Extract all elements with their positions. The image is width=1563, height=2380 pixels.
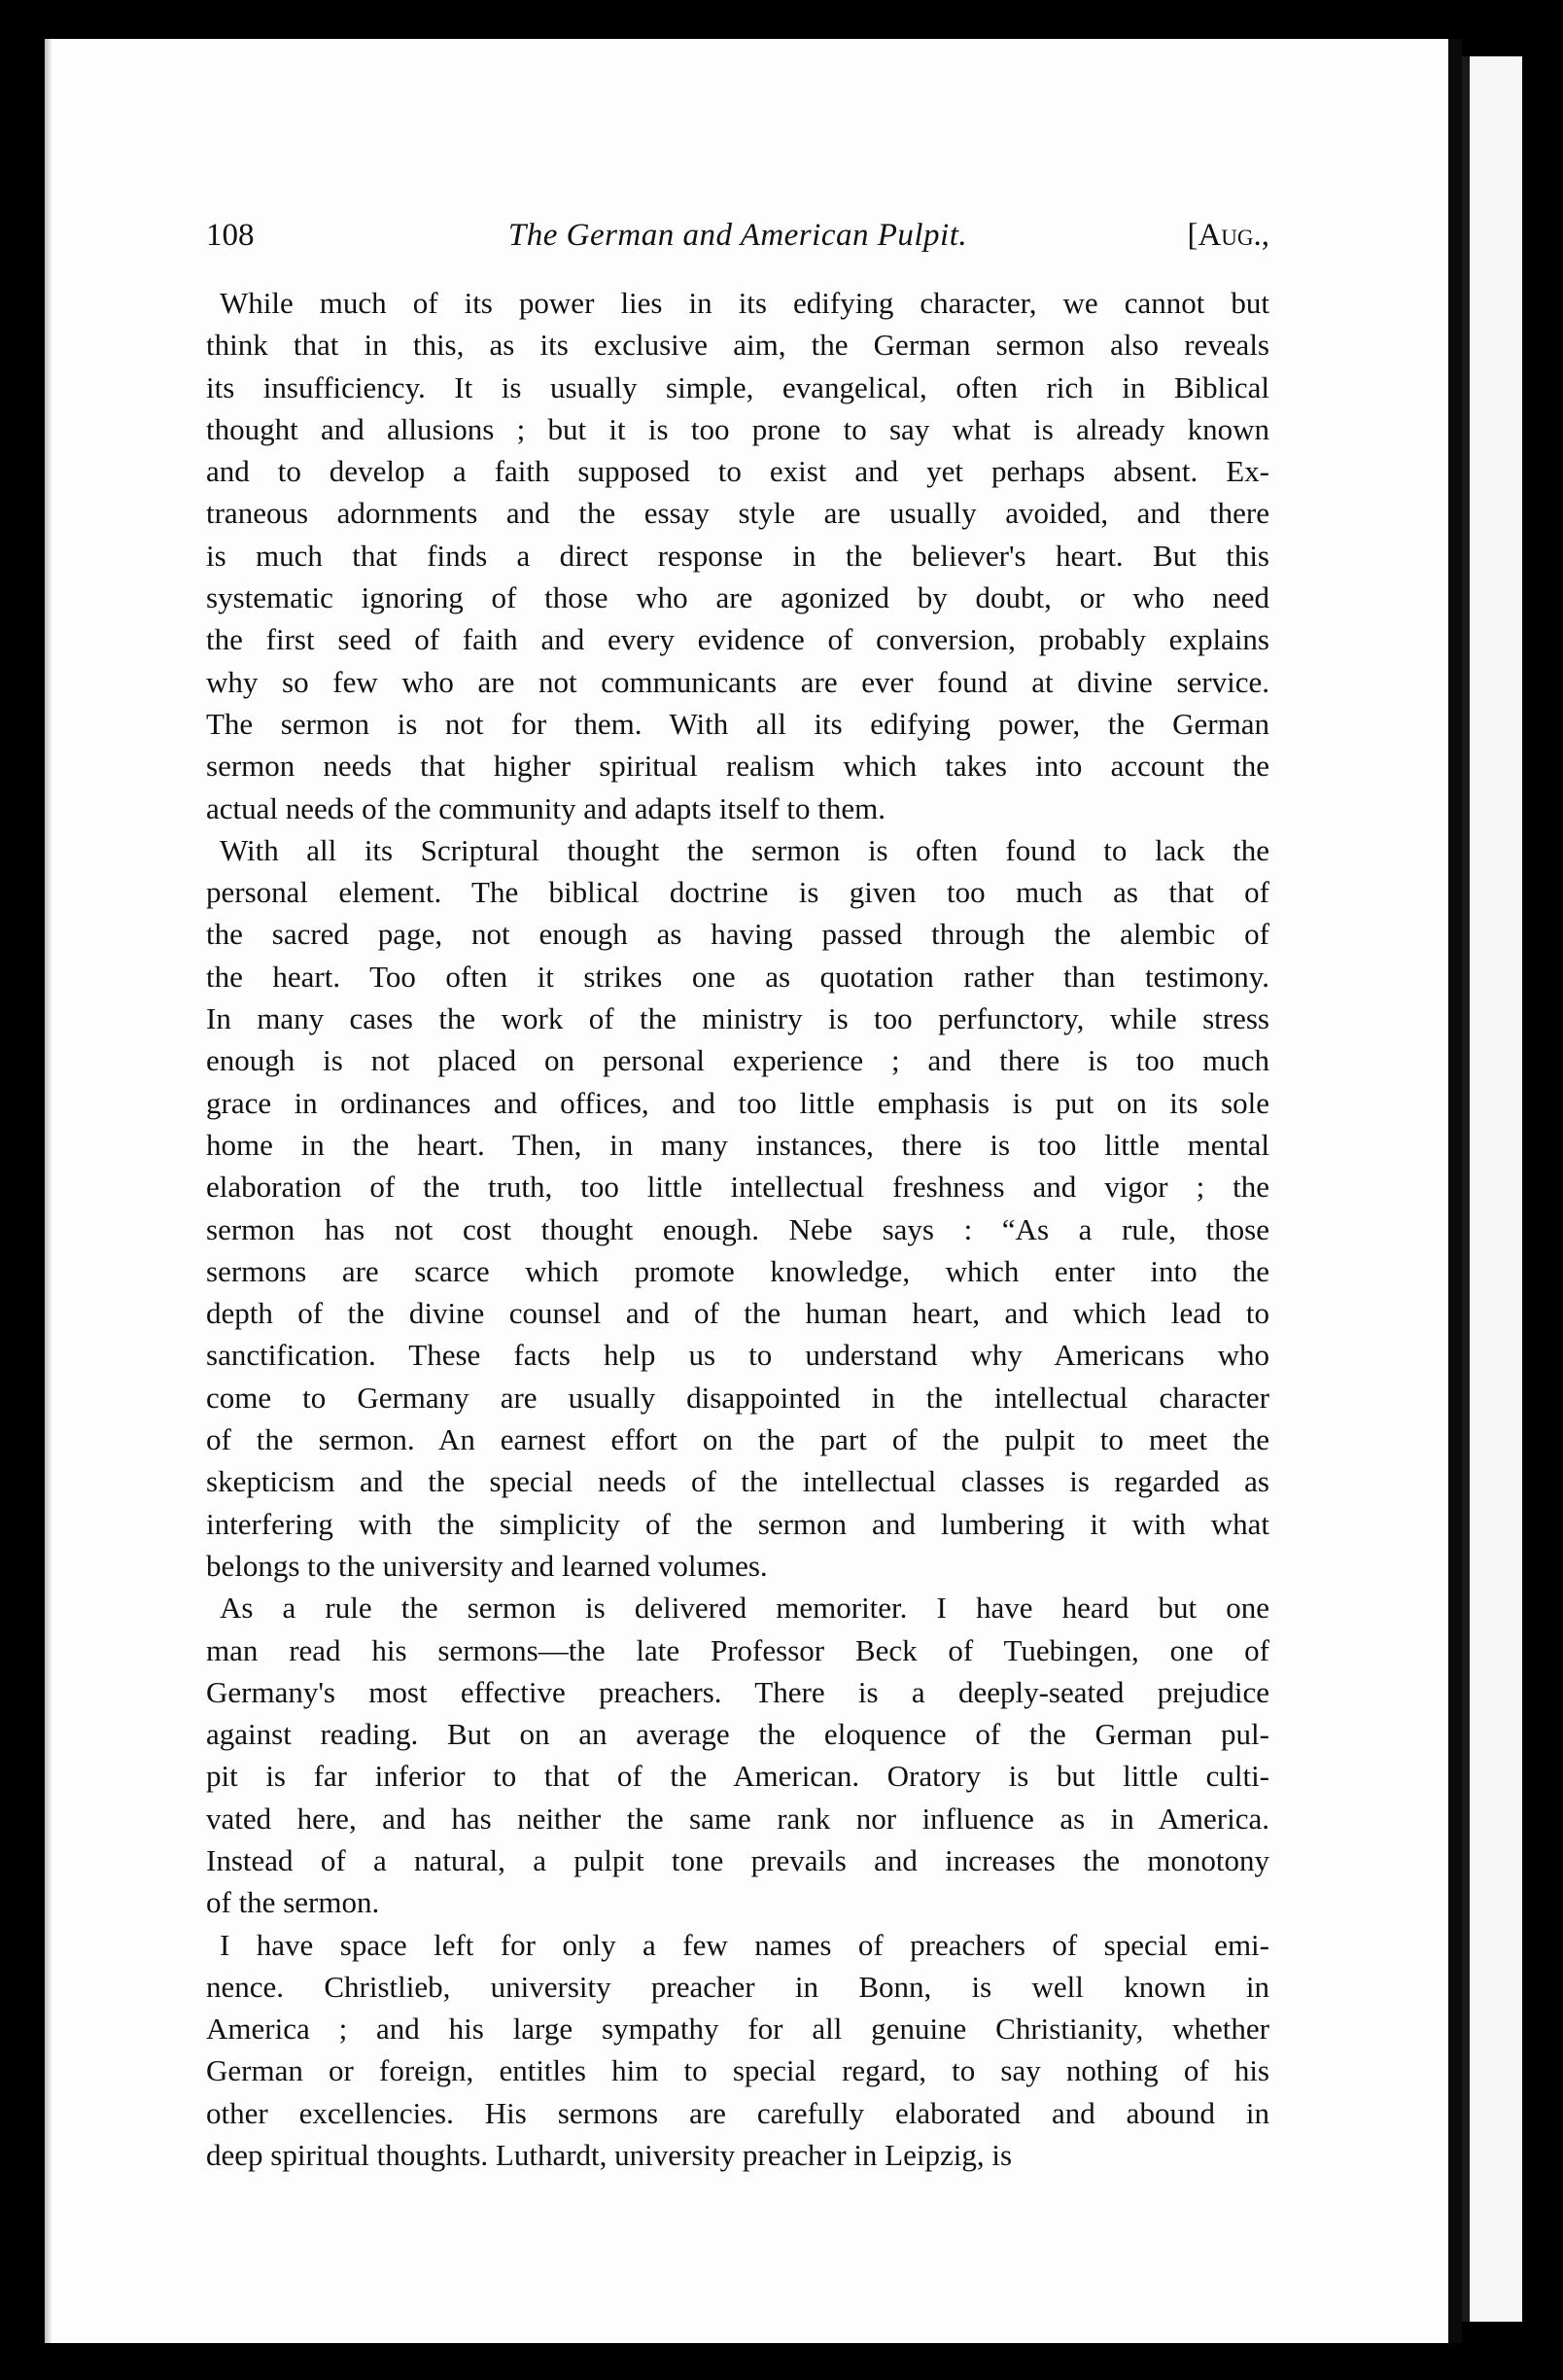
text-line: home in the heart. Then, in many instances, there is too little mental <box>206 1127 1269 1162</box>
facing-page-shadow <box>1462 56 1470 2322</box>
page-left-edge-shadow <box>45 39 52 2343</box>
text-line: the sacred page, not enough as having passed through the alembic of <box>206 917 1269 952</box>
text-line: In many cases the work of the ministry is too perfunctory, while stress <box>206 1001 1269 1036</box>
text-line: interfering with the simplicity of the sermon and lumbering it with what <box>206 1506 1269 1541</box>
text-line: of the sermon. <box>206 1885 380 1920</box>
text-line: grace in ordinances and offices, and too little emphasis is put on its sole <box>206 1085 1269 1120</box>
text-line: of the sermon. An earnest effort on the part of the pulpit to meet the <box>206 1422 1269 1457</box>
text-line: thought and allusions ; but it is too prone to say what is already known <box>206 411 1269 446</box>
text-line: systematic ignoring of those who are agonized by doubt, or who need <box>206 580 1269 615</box>
paragraph <box>206 829 1269 1587</box>
text-line: German or foreign, entitles him to special regard, to say nothing of his <box>206 2053 1269 2088</box>
text-line: sermon has not cost thought enough. Nebe says : “As a rule, those <box>206 1211 1269 1246</box>
text-line: actual needs of the community and adapts itself to them. <box>206 790 886 825</box>
running-title: The German and American Pulpit. <box>507 218 968 253</box>
text-line: America ; and his large sympathy for all genuine Christianity, whether <box>206 2012 1269 2047</box>
text-line: man read his sermons—the late Professor Beck of Tuebingen, one of <box>206 1632 1269 1667</box>
date-mark <box>1187 212 1269 259</box>
paragraph <box>206 282 1269 829</box>
body-text <box>206 282 1269 2176</box>
running-head <box>206 212 1269 259</box>
text-line: skepticism and the special needs of the intellectual classes is regarded as <box>206 1464 1269 1499</box>
text-line: belongs to the university and learned volumes. <box>206 1548 768 1583</box>
text-line: why so few who are not communicants are ever found at divine service. <box>206 664 1269 699</box>
date-text: Aug., <box>1198 218 1269 253</box>
text-line: come to Germany are usually disappointed in the intellectual character <box>206 1380 1269 1415</box>
page-number: 108 <box>206 218 255 253</box>
text-line: elaboration of the truth, too little intellectual freshness and vigor ; the <box>206 1170 1269 1205</box>
paragraph <box>206 1587 1269 1923</box>
text-line: Germany's most effective preachers. There is a deeply-seated prejudice <box>206 1674 1269 1709</box>
text-line: traneous adornments and the essay style are usually avoided, and there <box>206 496 1269 531</box>
text-line: depth of the divine counsel and of the human heart, and which lead to <box>206 1296 1269 1331</box>
text-line: personal element. The biblical doctrine is given too much as that of <box>206 875 1269 910</box>
text-line: other excellencies. His sermons are carefully elaborated and abound in <box>206 2095 1269 2130</box>
text-line: While much of its power lies in its edifying character, we cannot but <box>220 286 1269 320</box>
date-bracket: [ <box>1187 218 1198 253</box>
text-line: As a rule the sermon is delivered memoriter. I have heard but one <box>220 1591 1269 1626</box>
text-line: sermons are scarce which promote knowledge, which enter into the <box>206 1253 1269 1288</box>
text-line: sermon needs that higher spiritual realism which takes into account the <box>206 749 1269 784</box>
text-line: against reading. But on an average the eloquence of the German pul- <box>206 1717 1269 1752</box>
text-line: and to develop a faith supposed to exist and yet perhaps absent. Ex- <box>206 454 1269 489</box>
paragraph <box>206 1924 1269 2177</box>
text-line: The sermon is not for them. With all its edifying power, the German <box>206 706 1269 741</box>
text-line: pit is far inferior to that of the American. Oratory is but little culti- <box>206 1759 1269 1794</box>
text-line: its insufficiency. It is usually simple, evangelical, often rich in Biblical <box>206 369 1269 404</box>
text-line: I have space left for only a few names of preachers of special emi- <box>220 1927 1269 1962</box>
text-line: vated here, and has neither the same rank nor influence as in America. <box>206 1801 1269 1836</box>
text-line: With all its Scriptural thought the sermon is often found to lack the <box>220 832 1269 867</box>
facing-page-edge <box>1462 56 1522 2322</box>
text-line: enough is not placed on personal experience ; and there is too much <box>206 1043 1269 1078</box>
text-line: sanctification. These facts help us to understand why Americans who <box>206 1338 1269 1373</box>
text-line: the first seed of faith and every evidence of conversion, probably explains <box>206 622 1269 657</box>
text-line: think that in this, as its exclusive aim, the German sermon also reveals <box>206 328 1269 363</box>
text-line: Instead of a natural, a pulpit tone prevails and increases the monotony <box>206 1842 1269 1877</box>
text-line: nence. Christlieb, university preacher in Bonn, is well known in <box>206 1969 1269 2004</box>
text-line: is much that finds a direct response in the believer's heart. But this <box>206 538 1269 573</box>
text-line: the heart. Too often it strikes one as quotation rather than testimony. <box>206 959 1269 994</box>
binding-gutter <box>1448 39 1462 2343</box>
text-line: deep spiritual thoughts. Luthardt, university preacher in Leipzig, is <box>206 2138 1013 2173</box>
